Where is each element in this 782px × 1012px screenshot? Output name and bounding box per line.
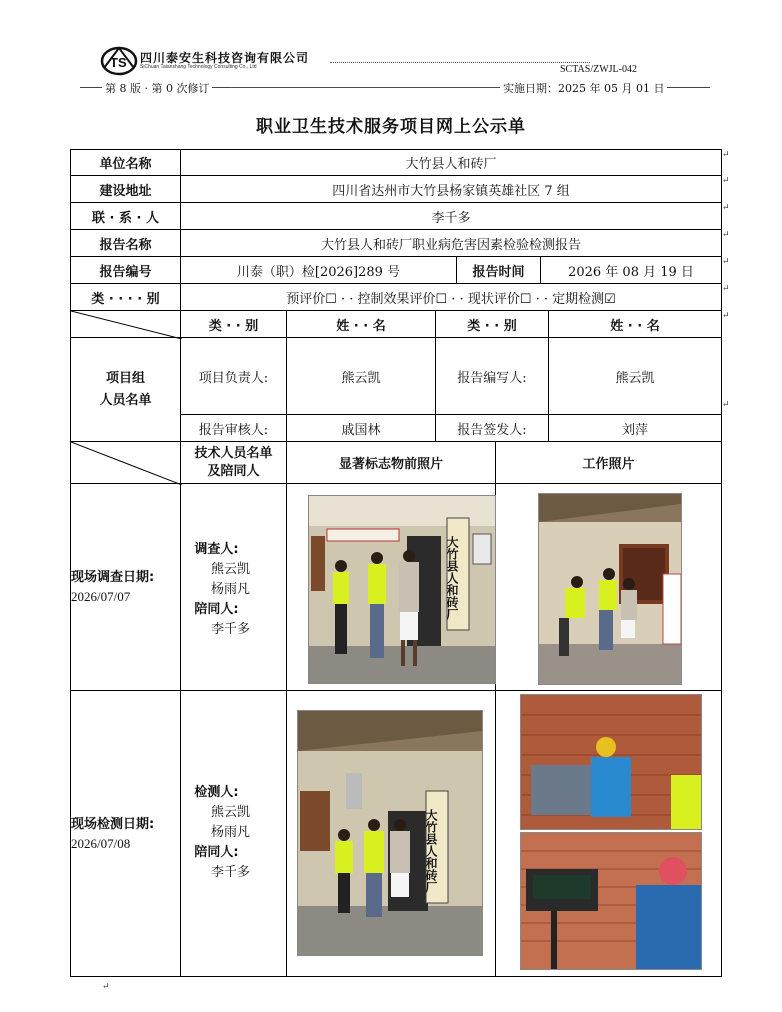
- escort-name: 李千多: [211, 622, 251, 637]
- edition-info: 第 8 版 · 第 0 次修订: [102, 80, 212, 96]
- company-name: 四川泰安生科技咨询有限公司: [140, 51, 310, 65]
- svg-text:TS: TS: [110, 55, 127, 70]
- header-dotted-line: [330, 62, 590, 63]
- work-photo-header: 工作照片: [495, 441, 722, 484]
- testing-landmark-photo: [297, 710, 483, 956]
- category-label: 类 · · · · 别: [70, 283, 181, 311]
- diagonal-line: [71, 442, 182, 485]
- svg-text:大竹县人和砖厂: 大竹县人和砖厂: [424, 809, 438, 893]
- diagonal-line: [71, 311, 182, 339]
- team-corner-cell: [70, 310, 181, 338]
- effective-date: 实施日期：2025 年 05 月 01 日: [500, 80, 667, 96]
- testing-work-photo-top: [520, 694, 702, 830]
- survey-date-value: 2026/07/07: [71, 589, 131, 604]
- report-no-label: 报告编号: [70, 256, 181, 284]
- paragraph-mark: ↵: [722, 230, 730, 240]
- team-role: 项目负责人:: [180, 337, 287, 415]
- paragraph-mark: ↵: [722, 284, 730, 294]
- survey-landmark-photo: [308, 495, 496, 684]
- company-logo: [100, 44, 138, 78]
- escort-label: 陪同人:: [194, 602, 239, 617]
- unit-label: 单位名称: [70, 149, 181, 176]
- investigator-label: 调查人:: [194, 542, 239, 557]
- staff-name: 杨雨凡: [211, 825, 251, 840]
- survey-date-label: 现场调查日期:: [71, 570, 155, 585]
- testing-date-value: 2026/07/08: [71, 835, 131, 851]
- escort-name: 李千多: [211, 865, 251, 880]
- paragraph-mark: ↵: [722, 311, 730, 321]
- tech-staff-header: 技术人员名单 及陪同人: [180, 441, 287, 484]
- svg-text:大竹县人和砖厂: 大竹县人和砖厂: [445, 536, 459, 620]
- staff-name: 熊云凯: [211, 805, 251, 820]
- staff-name: 杨雨凡: [211, 582, 251, 597]
- contact-value: 李千多: [180, 202, 722, 230]
- page-title: 职业卫生技术服务项目网上公示单: [256, 117, 526, 137]
- team-label: 项目组 人员名单: [70, 337, 181, 442]
- report-name-value: 大竹县人和砖厂职业病危害因素检验检测报告: [180, 229, 722, 257]
- team-member: 熊云凯: [548, 337, 722, 415]
- team-member: 熊云凯: [286, 337, 436, 415]
- testing-work-photo-bottom: [520, 832, 702, 970]
- team-role: 报告签发人:: [435, 414, 549, 442]
- testing-staff-cell: [180, 690, 287, 977]
- team-role: 报告审核人:: [180, 414, 287, 442]
- survey-date-cell: [70, 483, 181, 691]
- address-label: 建设地址: [70, 175, 181, 203]
- report-time-value: 2026 年 08 月 19 日: [540, 256, 722, 284]
- team-col-type-2: 类 · · 别: [435, 310, 549, 338]
- paragraph-mark: ↵: [102, 982, 110, 992]
- tester-label: 检测人:: [194, 785, 239, 800]
- paragraph-mark: ↵: [722, 203, 730, 213]
- paragraph-mark: ↵: [722, 150, 730, 160]
- report-no-value: 川泰（职）检[2026]289 号: [180, 256, 457, 284]
- testing-date-label: 现场检测日期:: [71, 816, 155, 832]
- document-number: SCTAS/ZWJL-042: [560, 64, 637, 75]
- contact-label: 联 · 系 · 人: [70, 202, 181, 230]
- photos-corner-cell: [70, 441, 181, 484]
- paragraph-mark: ↵: [722, 176, 730, 186]
- report-name-label: 报告名称: [70, 229, 181, 257]
- staff-name: 熊云凯: [211, 562, 251, 577]
- landmark-photo-header: 显著标志物前照片: [286, 441, 496, 484]
- report-time-label: 报告时间: [456, 256, 541, 284]
- paragraph-mark: ↵: [722, 257, 730, 267]
- paragraph-mark: ↵: [722, 400, 730, 410]
- team-role: 报告编写人:: [435, 337, 549, 415]
- team-member: 戚国林: [286, 414, 436, 442]
- unit-value: 大竹县人和砖厂: [180, 149, 722, 176]
- team-col-type-1: 类 · · 别: [180, 310, 287, 338]
- testing-date-cell: [70, 690, 181, 977]
- address-value: 四川省达州市大竹县杨家镇英雄社区 7 组: [180, 175, 722, 203]
- team-col-name-1: 姓 · · 名: [286, 310, 436, 338]
- survey-work-photo: [538, 493, 682, 685]
- survey-staff-cell: [180, 483, 287, 691]
- team-member: 刘萍: [548, 414, 722, 442]
- company-name-en: SiChuan Taianshang Technology Consulting Co., Ltd: [140, 64, 257, 70]
- escort-label: 陪同人:: [194, 845, 239, 860]
- header-dotted-line-2: [230, 87, 500, 88]
- team-col-name-2: 姓 · · 名: [548, 310, 722, 338]
- category-options: 预评价☐ · · 控制效果评价☐ · · 现状评价☐ · · 定期检测☑: [180, 283, 722, 311]
